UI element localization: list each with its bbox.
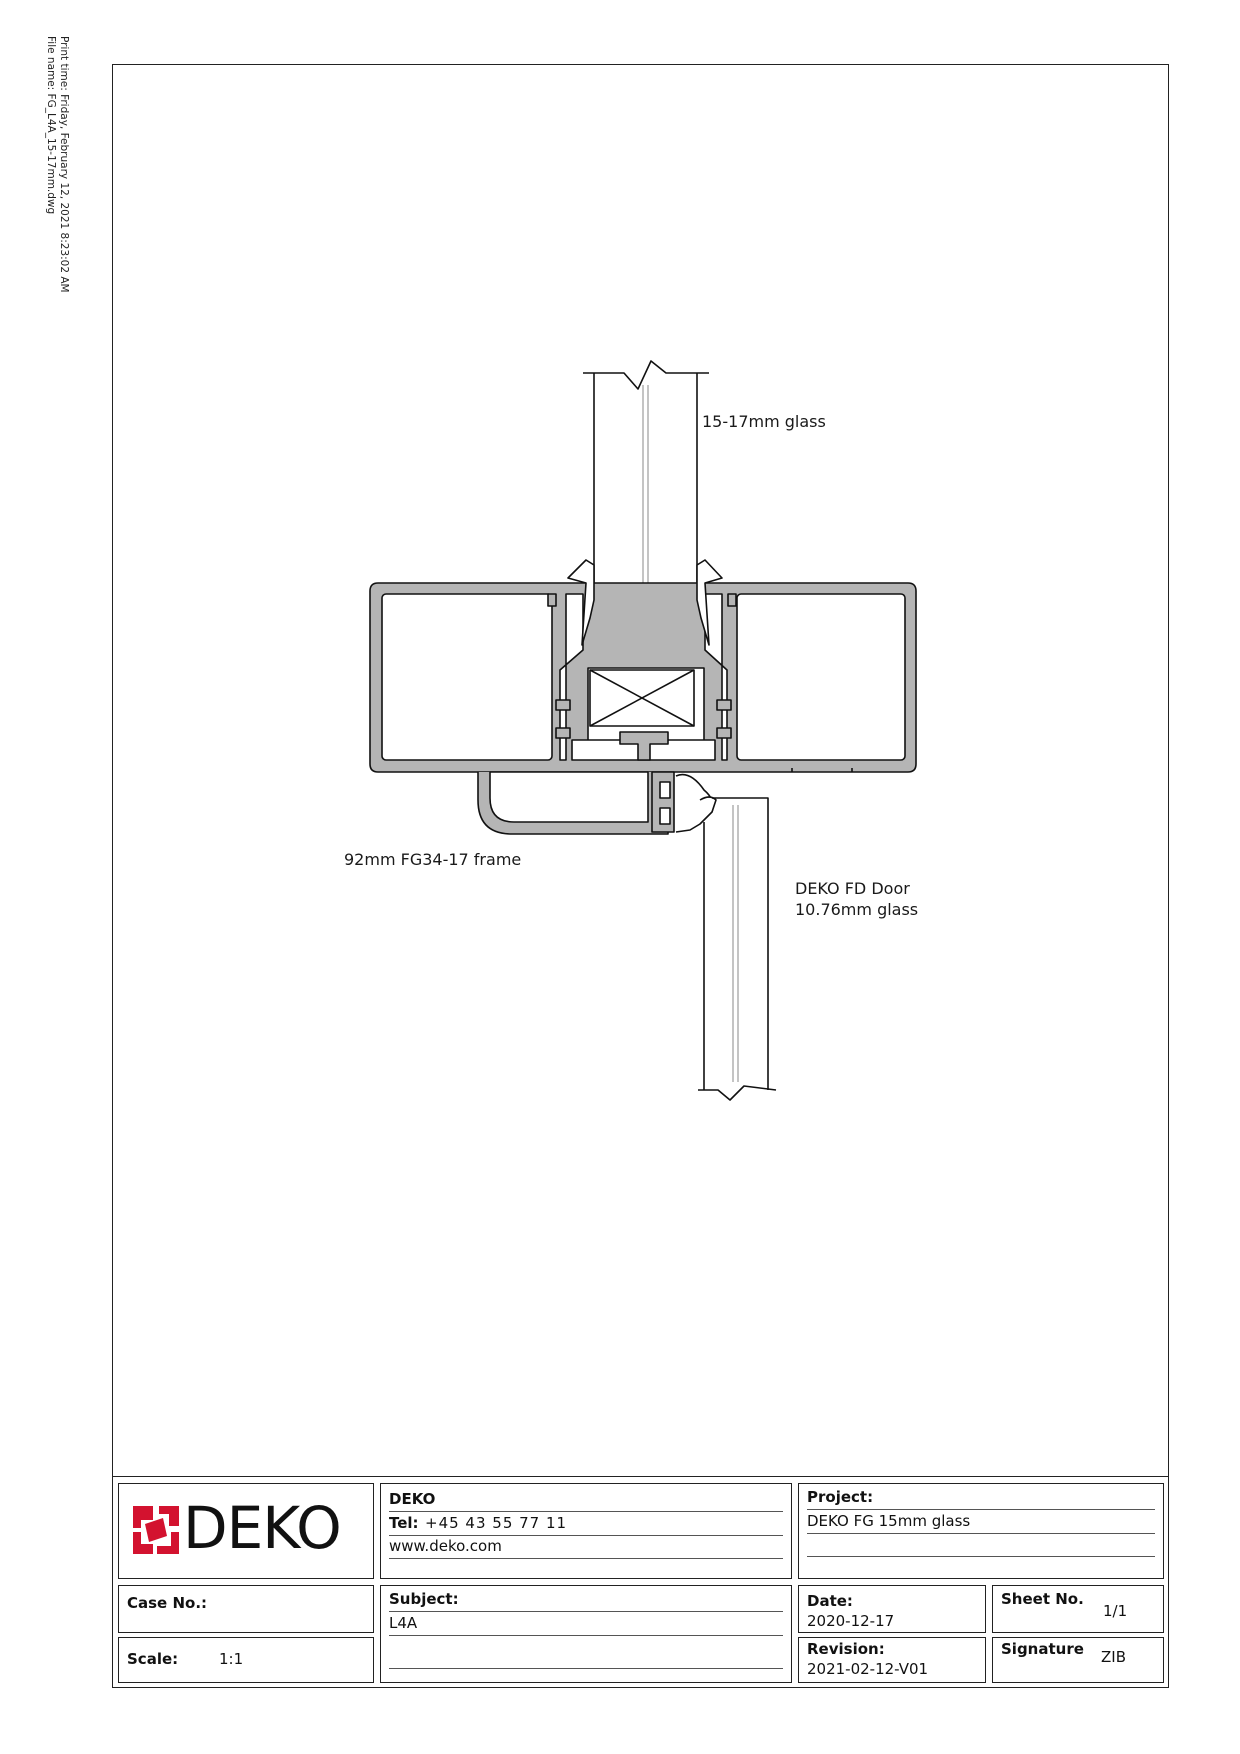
subject-label: Subject: <box>389 1590 459 1608</box>
logo-wordmark: DEKO <box>183 1494 341 1562</box>
scale-label: Scale: <box>127 1650 179 1668</box>
case-label: Case No.: <box>127 1594 208 1612</box>
door-label-line1: DEKO FD Door <box>795 879 910 898</box>
door-label-line2: 10.76mm glass <box>795 900 919 919</box>
date-label: Date: <box>807 1592 853 1610</box>
company-name: DEKO <box>389 1490 436 1508</box>
glass-label: 15-17mm glass <box>702 412 826 431</box>
print-time: Print time: Friday, February 12, 2021 8:23:02 AM <box>58 36 70 293</box>
company-cell <box>380 1483 792 1579</box>
door-seal <box>676 775 716 832</box>
project-value: DEKO FG 15mm glass <box>807 1512 971 1530</box>
signature-cell <box>992 1637 1164 1683</box>
revision-cell <box>798 1637 986 1683</box>
project-label: Project: <box>807 1488 874 1506</box>
door-leaf <box>698 798 776 1100</box>
file-name: File name: FG_L4A_15-17mm.dwg <box>45 36 57 215</box>
project-cell <box>798 1483 1164 1579</box>
logo-cell <box>118 1483 374 1579</box>
deko-logo-mark <box>133 1506 179 1554</box>
signature-value: ZIB <box>1101 1648 1126 1666</box>
subject-cell <box>380 1585 792 1683</box>
scale-value: 1:1 <box>219 1650 244 1668</box>
scale-cell <box>118 1637 374 1683</box>
title-block <box>112 1476 1169 1688</box>
frame-label: 92mm FG34-17 frame <box>344 850 522 869</box>
tel-value: +45 43 55 77 11 <box>425 1514 568 1532</box>
revision-value: 2021-02-12-V01 <box>807 1660 929 1678</box>
date-cell <box>798 1585 986 1633</box>
signature-label: Signature <box>1001 1640 1084 1658</box>
case-cell <box>118 1585 374 1633</box>
sheet-label: Sheet No. <box>1001 1590 1084 1608</box>
website: www.deko.com <box>389 1537 502 1555</box>
subject-value: L4A <box>389 1614 418 1632</box>
sheet-cell <box>992 1585 1164 1633</box>
revision-label: Revision: <box>807 1640 885 1658</box>
tel-label: Tel: <box>389 1514 419 1532</box>
date-value: 2020-12-17 <box>807 1612 895 1630</box>
sheet-value: 1/1 <box>1103 1602 1128 1620</box>
door-label <box>795 878 918 920</box>
setting-block <box>590 670 694 726</box>
